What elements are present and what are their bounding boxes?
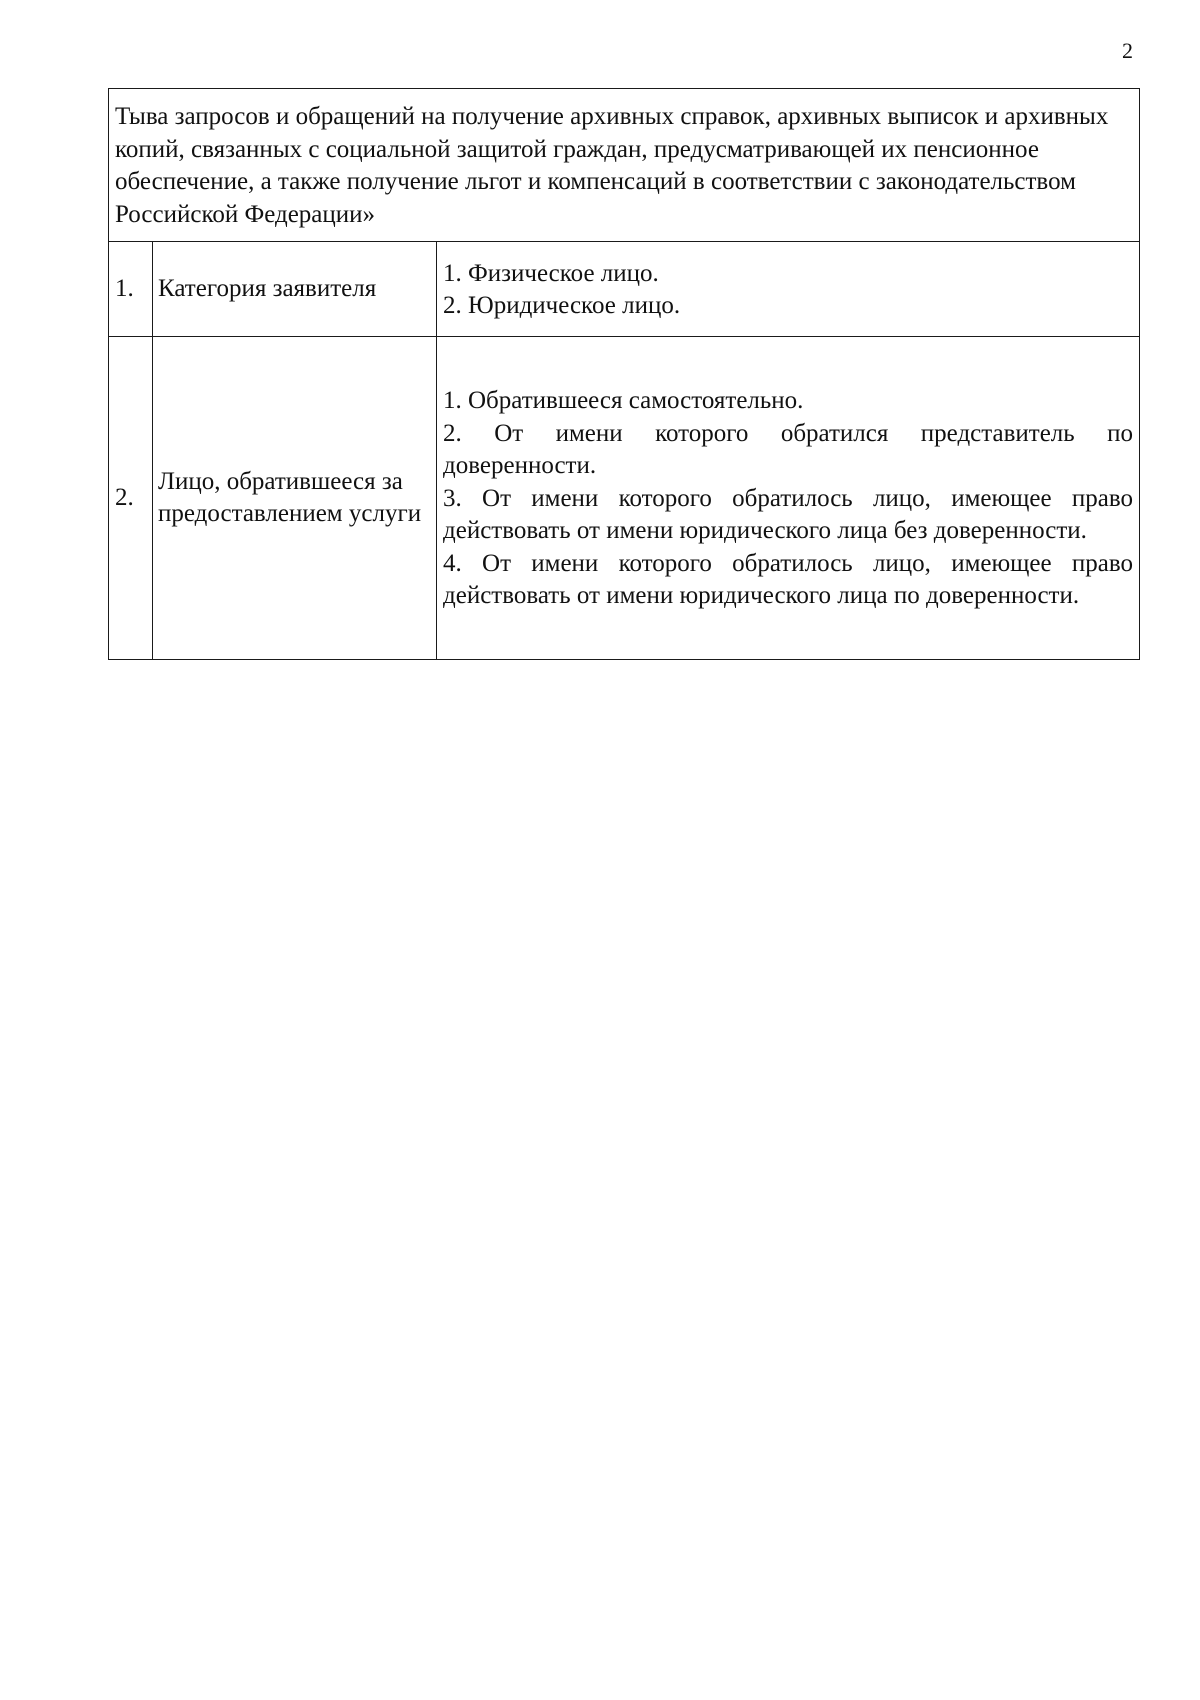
row-label: Категория заявителя xyxy=(153,242,437,337)
table-header-row xyxy=(109,89,1140,242)
row-values xyxy=(437,337,1140,660)
row-values xyxy=(437,242,1140,337)
value-item: 1. Обратившееся самостоятельно. xyxy=(443,387,804,415)
row-number: 2. xyxy=(109,337,153,660)
table-row xyxy=(109,337,1140,660)
service-table xyxy=(108,88,1140,660)
value-item: 3. От имени которого обратилось лицо, имеющее право действовать от имени юридического лица без доверенности. xyxy=(443,484,1133,545)
table-row xyxy=(109,242,1140,337)
row-label: Лицо, обратившееся за предоставлением услуги xyxy=(153,337,437,660)
page-number: 2 xyxy=(1122,38,1133,63)
table-header-text: Тыва запросов и обращений на получение архивных справок, архивных выписок и архивных копий, связанных с социальной защитой граждан, предусматривающей их пенсионное обеспечение, а также получение льгот и компенсаций в соответствии с законодательством Российской Федерации» xyxy=(109,89,1140,242)
value-item: 1. Физическое лицо. xyxy=(443,259,659,287)
value-item: 2. От имени которого обратился представитель по доверенности. xyxy=(443,419,1133,480)
row-number: 1. xyxy=(109,242,153,337)
value-item: 4. От имени которого обратилось лицо, имеющее право действовать от имени юридического лица по доверенности. xyxy=(443,549,1133,610)
value-item: 2. Юридическое лицо. xyxy=(443,292,681,319)
